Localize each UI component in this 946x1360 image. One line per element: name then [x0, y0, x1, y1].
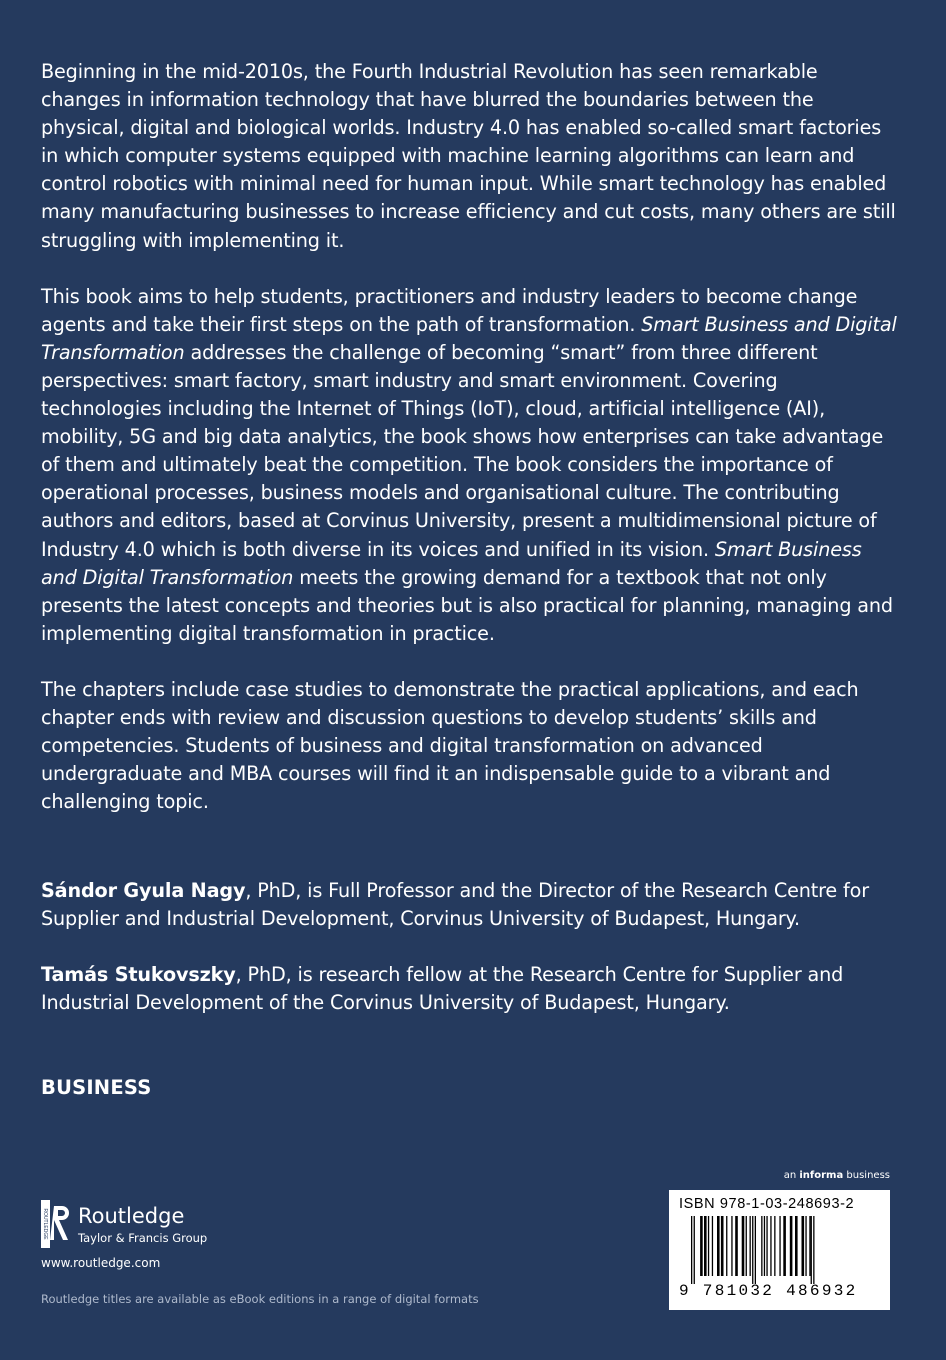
barcode-bar	[721, 1216, 724, 1276]
barcode-bar	[691, 1216, 692, 1284]
barcode-bar	[752, 1216, 753, 1284]
author-bio-text: , PhD, is research fellow at the Research Centre for Supplier and Industrial Development of the Corvinus University of Budapest, Hungary.	[41, 963, 844, 1015]
barcode-digits: 9 781032 486932	[679, 1282, 858, 1300]
barcode-bar	[802, 1216, 805, 1276]
barcode-bar	[731, 1216, 732, 1276]
routledge-mark-text: ROUTLEDGE	[42, 1208, 49, 1240]
author-bio	[41, 877, 901, 933]
blurb-p2-text-b: addresses the challenge of becoming “smart” from three different perspectives: smart factory, smart industry and smart environment. Covering technologies including the Internet of Things (IoT), cloud, artificial intelligence (AI), mobility, 5G and big data analytics, the book shows how enterprises can take advantage of them and ultimately beat the competition. The book considers the importance of operational processes, business models and organisational culture. The contributing authors and editors, based at Corvinus University, present a multidimensional picture of Industry 4.0 which is both diverse in its voices and unified in its vision.	[41, 340, 884, 561]
publisher-name: Routledge	[78, 1203, 185, 1228]
barcode-bar	[755, 1216, 756, 1284]
blurb-paragraph-1: Beginning in the mid-2010s, the Fourth Industrial Revolution has seen remarkable changes in information technology that have blurred the boundaries between the physical, digital and biological worlds. Industry 4.0 has enabled so-called smart factories in which computer systems equipped with machine learning algorithms can learn and control robotics with minimal need for human input. While smart technology has enabled many manufacturing businesses to increase efficiency and cut costs, many others are still struggling with implementing it.	[41, 60, 896, 252]
barcode-bar	[726, 1216, 727, 1276]
barcode-bar	[790, 1216, 793, 1276]
barcode-bar	[750, 1216, 751, 1276]
informa-tagline: an informa business	[783, 1170, 890, 1181]
publisher-group: Taylor & Francis Group	[78, 1230, 208, 1245]
routledge-logo	[41, 1198, 207, 1250]
blurb-paragraph-2	[41, 283, 901, 648]
isbn-barcode-block	[669, 1190, 890, 1310]
barcode-bar	[735, 1216, 738, 1276]
blurb-p2-text-a: This book aims to help students, practitioners and industry leaders to become change agents and take their first steps on the path of transformation.	[41, 284, 858, 336]
blurb-paragraph-3: The chapters include case studies to demonstrate the practical applications, and each chapter ends with review and discussion questions to develop students’ skills and competencies. Students of business and digital transformation on advanced undergraduate and MBA courses will find it an indispensable guide to a vibrant and challenging topic.	[41, 677, 859, 814]
barcode-bar	[704, 1216, 707, 1276]
barcode-bar	[795, 1216, 798, 1276]
author-bio	[41, 961, 901, 1017]
barcode-bar	[770, 1216, 771, 1276]
publisher-url[interactable]: www.routledge.com	[41, 1256, 161, 1270]
barcode-bar	[700, 1216, 703, 1276]
barcode-bar	[764, 1216, 765, 1276]
barcode-bar	[783, 1216, 786, 1276]
barcode-bar	[742, 1216, 745, 1276]
barcode-bar	[708, 1216, 709, 1276]
author-bios	[41, 877, 901, 1045]
author-name: Sándor Gyula Nagy	[41, 879, 246, 902]
barcode-bar	[717, 1216, 720, 1276]
barcode-bar	[811, 1216, 812, 1284]
barcode-bar	[809, 1216, 810, 1276]
isbn-label: ISBN 978-1-03-248693-2	[679, 1196, 855, 1212]
publisher-block	[41, 1198, 207, 1250]
blurb-p2-text-c: meets the growing demand for a textbook that not only presents the latest concepts and theories but is also practical for planning, managing and implementing digital transformation in practice.	[41, 565, 893, 645]
barcode-bar	[774, 1216, 775, 1276]
routledge-mark-icon	[41, 1198, 71, 1250]
barcode-bar	[712, 1216, 713, 1276]
barcode-bar	[761, 1216, 762, 1276]
book-title-italic: Smart Business and Digital Transformation	[41, 537, 862, 589]
barcode-bar	[813, 1216, 814, 1284]
subject-category: BUSINESS	[41, 1076, 152, 1099]
back-cover-blurb	[41, 58, 901, 844]
barcode-bar	[805, 1216, 806, 1276]
barcode-bar	[766, 1216, 767, 1276]
barcode-icon	[679, 1216, 879, 1284]
informa-brand: informa	[799, 1170, 844, 1181]
ebook-note: Routledge titles are available as eBook editions in a range of digital formats	[41, 1292, 479, 1306]
barcode-bar	[746, 1216, 747, 1276]
book-title-italic: Smart Business and Digital Transformation	[41, 312, 897, 364]
barcode-bar	[779, 1216, 780, 1276]
author-name: Tamás Stukovszky	[41, 963, 236, 987]
barcode-bar	[694, 1216, 695, 1284]
author-bio-text: , PhD, is Full Professor and the Director of the Research Centre for Supplier and Industrial Development, Corvinus University of Budapest, Hungary.	[41, 879, 869, 931]
